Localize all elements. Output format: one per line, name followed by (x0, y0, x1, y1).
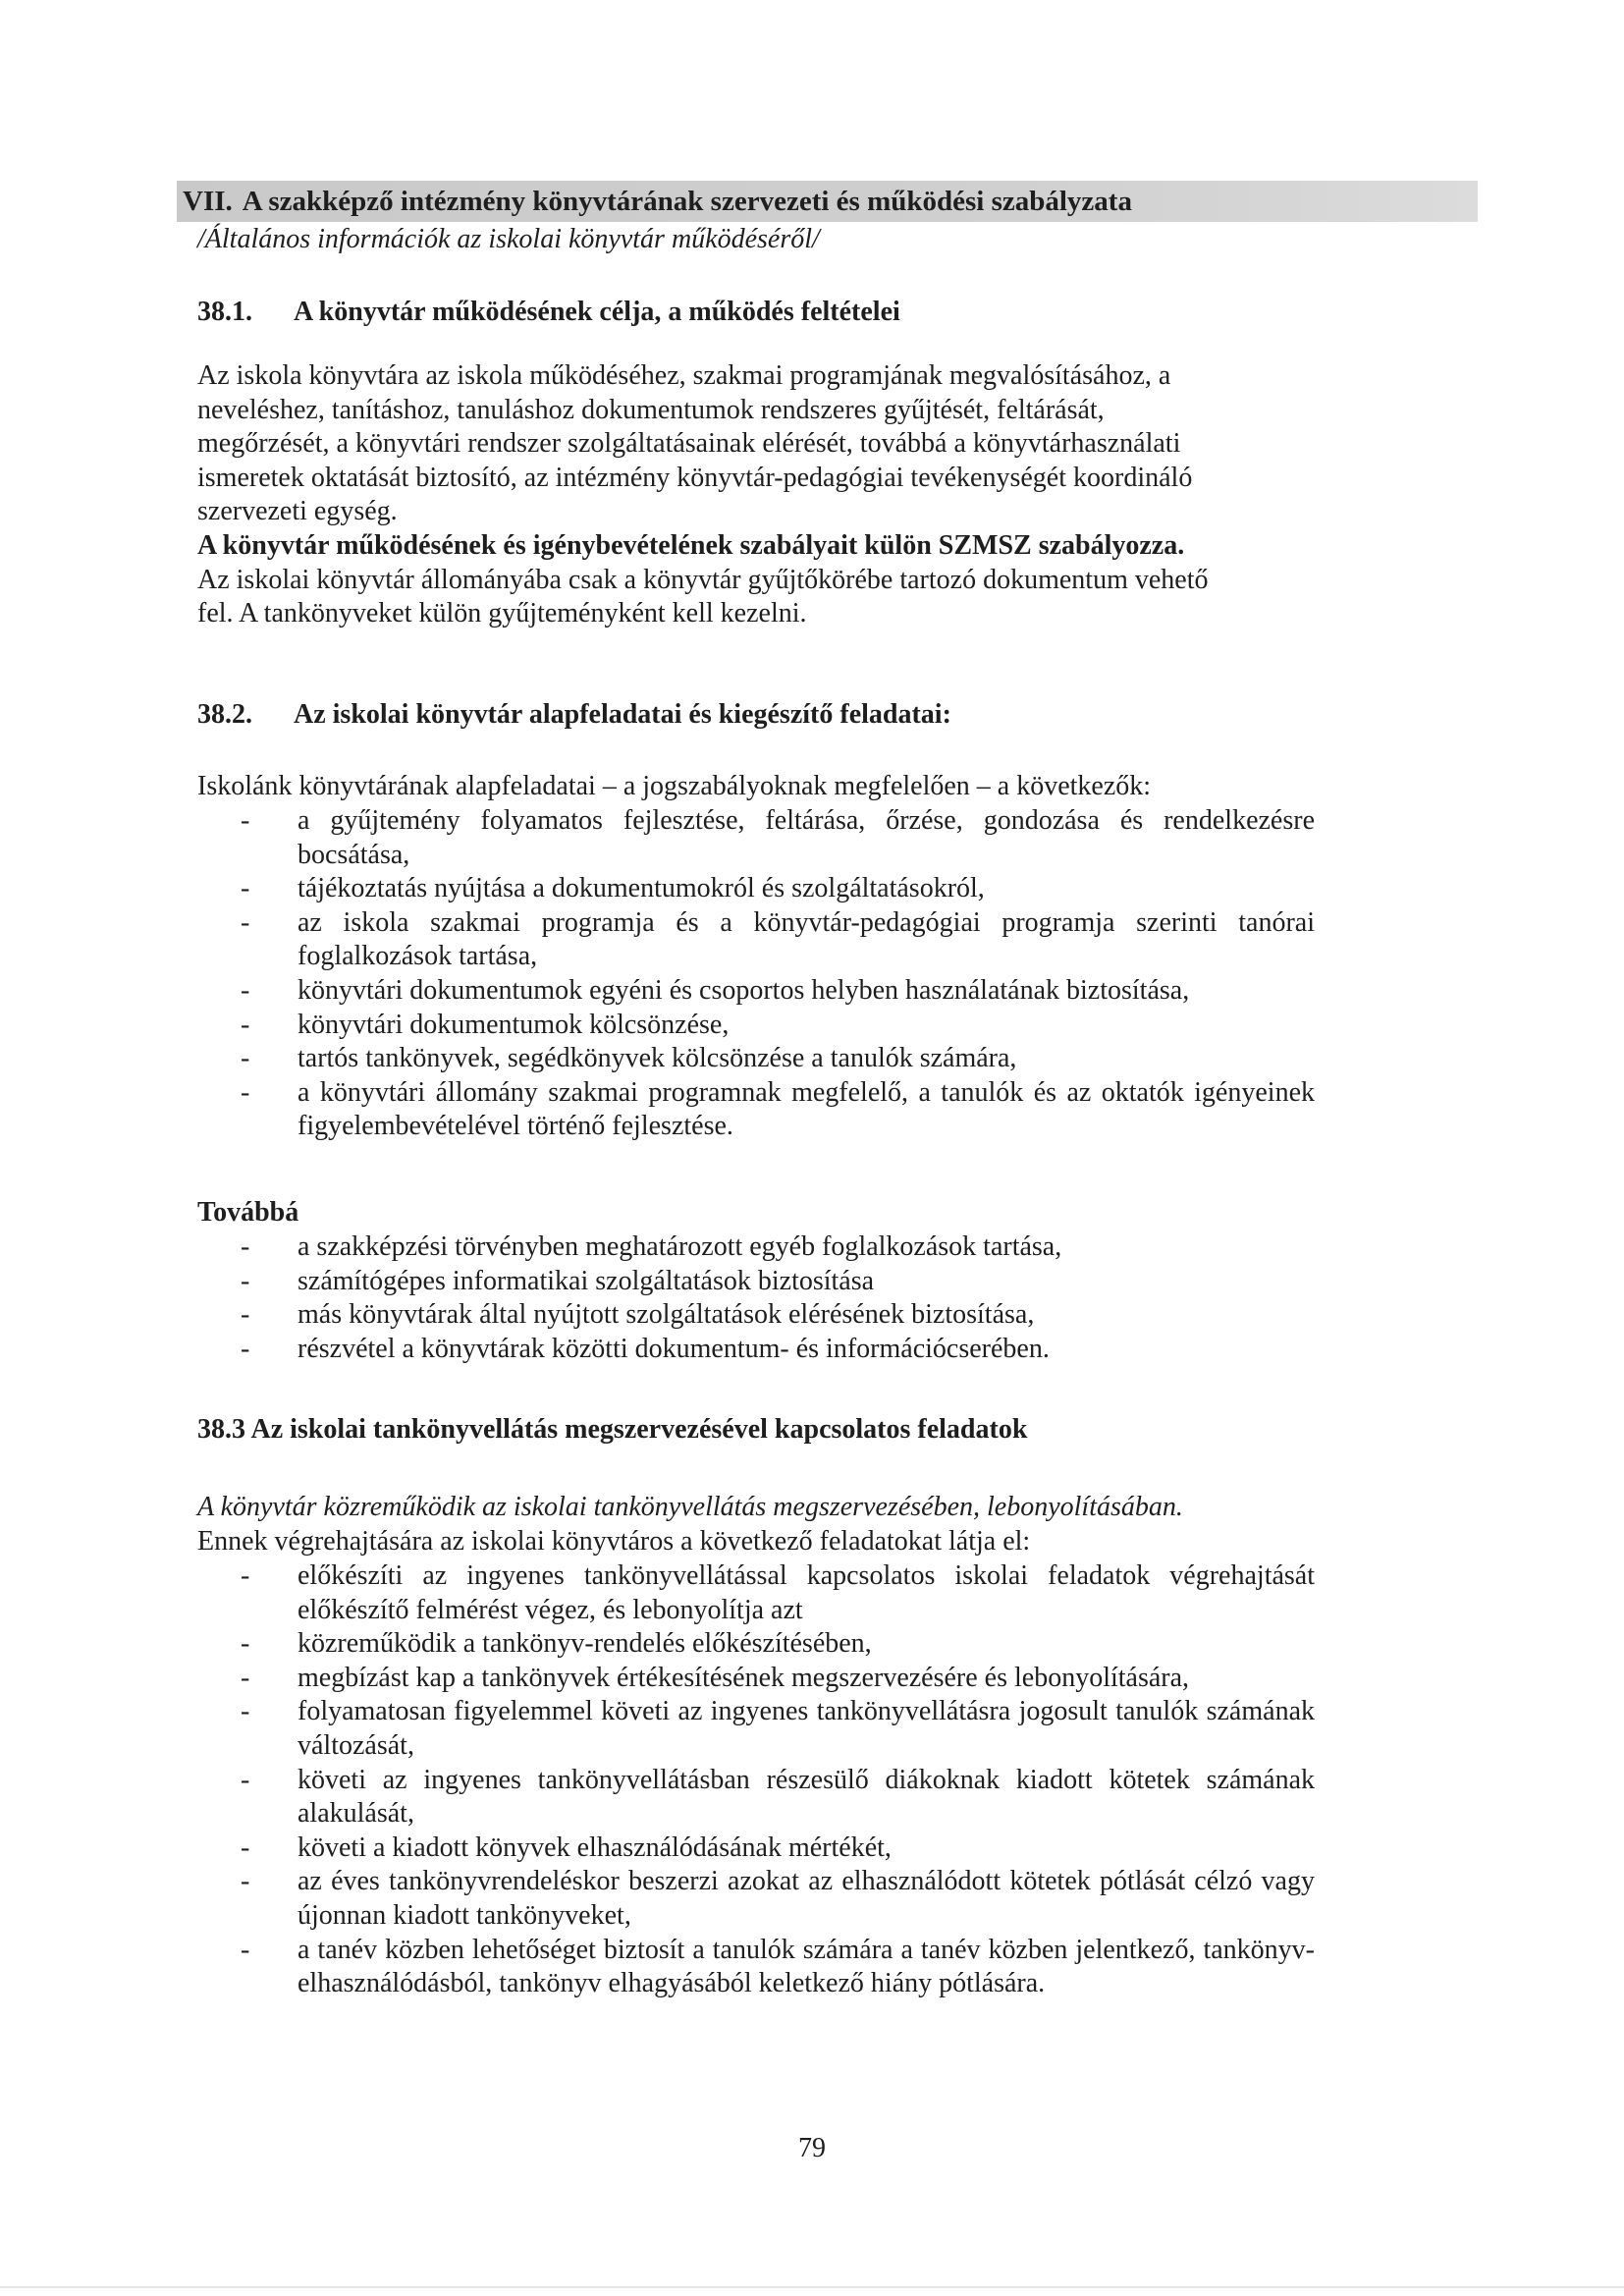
list-item: - az iskola szakmai programja és a könyvtár-pedagógiai programja szerinti tanórai foglalkozások tartása, (241, 906, 1315, 972)
chapter-title-text: A szakképző intézmény könyvtárának szervezeti és működési szabályzata (242, 186, 1132, 217)
list-item: - követi a kiadott könyvek elhasználódásának mértékét, (197, 1831, 1315, 1866)
list-item: - a tanév közben lehetőséget biztosít a tanulók számára a tanév közben jelentkező, tankönyv-elhasználódásból, tankönyv elhagyásából keletkező hiány pótlására. (241, 1934, 1315, 1999)
section-38-2-further-list (197, 1230, 1315, 1366)
bullet-dash-icon: - (241, 974, 250, 1006)
bullet-dash-icon: - (241, 906, 250, 938)
bullet-dash-icon: - (241, 1076, 250, 1108)
bullet-dash-icon: - (241, 1299, 250, 1331)
list-item: - könyvtári dokumentumok egyéni és csoportos helyben használatának biztosítása, (197, 974, 1315, 1009)
bullet-dash-icon: - (241, 1231, 250, 1262)
section-title: A könyvtár működésének célja, a működés feltételei (294, 297, 900, 327)
list-item: - részvétel a könyvtárak közötti dokumentum- és információcserében. (197, 1333, 1315, 1367)
bullet-dash-icon: - (241, 805, 250, 836)
chapter-title (183, 183, 1132, 220)
section-38-3-intro: Ennek végrehajtására az iskolai könyvtáros a következő feladatokat látja el: (197, 1526, 1031, 1557)
list-item: - más könyvtárak által nyújtott szolgáltatások elérésének biztosítása, (197, 1298, 1315, 1333)
list-item: - a gyűjtemény folyamatos fejlesztése, feltárása, őrzése, gondozása és rendelkezésre bocsátása, (241, 805, 1315, 870)
bullet-dash-icon: - (241, 1560, 250, 1591)
section-title: Az iskolai tankönyvellátás megszervezésével kapcsolatos feladatok (250, 1414, 1028, 1445)
section-38-3-italic-intro: A könyvtár közreműködik az iskolai tankönyvellátás megszervezésében, lebonyolításában. (197, 1492, 1183, 1522)
chapter-number: VII. (183, 186, 233, 217)
bullet-dash-icon: - (241, 1831, 250, 1863)
bullet-dash-icon: - (241, 1696, 250, 1727)
bullet-dash-icon: - (241, 873, 250, 904)
paragraph-bold: A könyvtár működésének és igénybevételének szabályait külön SZMSZ szabályozza. (197, 529, 1185, 561)
list-item: - könyvtári dokumentumok kölcsönzése, (197, 1009, 1315, 1043)
section-heading-38-3 (197, 1412, 1027, 1448)
list-item: - követi az ingyenes tankönyvellátásban részesülő diákoknak kiadott kötetek számának alakulását, (241, 1764, 1315, 1830)
bullet-dash-icon: - (241, 1934, 250, 1965)
paragraph: Az iskola könyvtára az iskola működéséhez, szakmai programjának megvalósításához, a neveléshez, tanításhoz, tanuláshoz dokumentumok rendszeres gyűjtését, feltárását, megőrzését, a könyvtári rendszer szolgáltatásainak elérését, továbbá a könyvtárhasználati ismeretek oktatását biztosító, az intézmény könyvtár-pedagógiai tevékenységét koordináló szervezeti egység. (197, 360, 1193, 527)
section-title: Az iskolai könyvtár alapfeladatai és kiegészítő feladatai: (294, 699, 951, 730)
bullet-dash-icon: - (241, 1764, 250, 1795)
bullet-dash-icon: - (241, 1009, 250, 1040)
list-item: - a szakképzési törvényben meghatározott egyéb foglalkozások tartása, (197, 1230, 1315, 1265)
paragraph: Az iskolai könyvtár állományába csak a könyvtár gyűjtőkörébe tartozó dokumentum vehető fel. A tankönyveket külön gyűjteményként kell kezelni. (197, 564, 1209, 629)
list-item: - számítógépes informatikai szolgáltatások biztosítása (197, 1265, 1315, 1299)
section-number: 38.3 (197, 1414, 245, 1445)
section-38-3-list (197, 1559, 1315, 2001)
list-item: - előkészíti az ingyenes tankönyvellátással kapcsolatos iskolai feladatok végrehajtását előkészítő felmérést végez, és lebonyolítja azt (241, 1560, 1315, 1625)
bullet-dash-icon: - (241, 1333, 250, 1364)
list-item: - folyamatosan figyelemmel követi az ingyenes tankönyvellátásra jogosult tanulók számának változását, (241, 1696, 1315, 1761)
section-38-2-intro: Iskolánk könyvtárának alapfeladatai – a jogszabályoknak megfelelően – a következők: (197, 771, 1152, 801)
list-item: - tartós tankönyvek, segédkönyvek kölcsönzése a tanulók számára, (197, 1042, 1315, 1076)
section-38-2-list (197, 804, 1315, 1144)
list-item: - közreműködik a tankönyv-rendelés előkészítésében, (197, 1627, 1315, 1662)
section-heading-38-1 (197, 295, 900, 330)
further-label: Továbbá (197, 1197, 299, 1228)
page-number: 79 (798, 2133, 826, 2163)
list-item: - tájékoztatás nyújtása a dokumentumokról és szolgáltatásokról, (197, 872, 1315, 906)
section-38-1-body (197, 359, 1315, 631)
list-item: - a könyvtári állomány szakmai programnak megfelelő, a tanulók és az oktatók igényeinek figyelembevételével történő fejlesztése. (241, 1076, 1315, 1142)
list-item: - megbízást kap a tankönyvek értékesítésének megszervezésére és lebonyolítására, (197, 1662, 1315, 1696)
scan-edge-line (0, 2286, 1624, 2288)
section-number: 38.1. (197, 297, 252, 327)
bullet-dash-icon: - (241, 1628, 250, 1660)
bullet-dash-icon: - (241, 1043, 250, 1074)
chapter-subtitle: /Általános információk az iskolai könyvtár működéséről/ (197, 224, 820, 254)
section-number: 38.2. (197, 699, 252, 730)
list-item: - az éves tankönyvrendeléskor beszerzi azokat az elhasználódott kötetek pótlását célzó vagy újonnan kiadott tankönyveket, (241, 1866, 1315, 1931)
bullet-dash-icon: - (241, 1265, 250, 1296)
bullet-dash-icon: - (241, 1662, 250, 1693)
section-heading-38-2 (197, 697, 951, 733)
bullet-dash-icon: - (241, 1866, 250, 1897)
